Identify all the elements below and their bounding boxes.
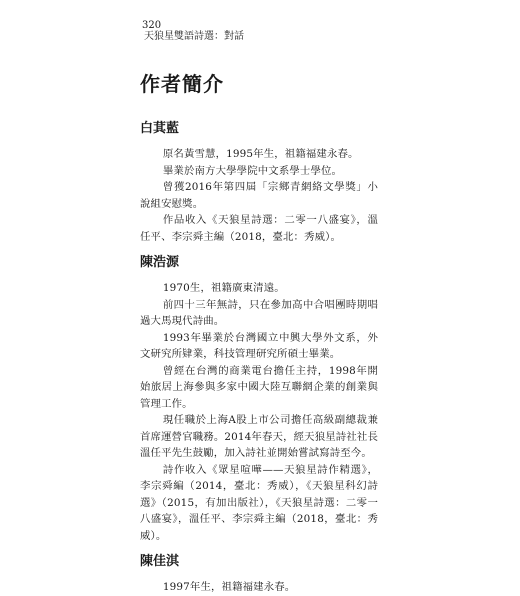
author-entry — [140, 120, 378, 245]
bio-paragraph: 1970生，祖籍廣東清遠。 — [162, 282, 285, 294]
page-number: 320 — [142, 20, 162, 31]
author-entry — [140, 553, 378, 596]
bio-paragraph: 畢業於南方大學學院中文系學士學位。 — [162, 164, 343, 177]
bio-paragraph: 詩作收入《眾星喧嘩——天狼星詩作精選》，李宗舜編（2014，臺北：秀威），《天狼星科幻詩選》（2015，有加出版社），《天狼星詩選：二零一八盛宴》，溫任平、李宗舜主編（2018，臺北：秀威）。 — [140, 463, 378, 542]
bio-paragraph: 作品收入《天狼星詩選：二零一八盛宴》，溫任平、李宗舜主編（2018，臺北：秀威）。 — [140, 214, 378, 243]
bio-paragraph: 1993年畢業於台灣國立中興大學外文系，外文研究所肄業，科技管理研究所碩士畢業。 — [140, 331, 378, 360]
page-title: 作者簡介 — [140, 72, 224, 96]
bio-paragraph: 現任職於上海A股上市公司擔任高級副總裁兼首席運營官職務。2014年春天，經天狼星詩社社長溫任平先生鼓勵，加入詩社並開始嘗試寫詩至今。 — [140, 414, 378, 459]
bio-paragraph: 曾獲2016年第四屆「宗鄉青網絡文學獎」小說組安慰獎。 — [140, 181, 378, 210]
author-entry — [140, 254, 378, 544]
bio-paragraph: 原名黃雪慧，1995年生，祖籍福建永春。 — [162, 148, 359, 160]
author-list — [140, 120, 378, 596]
author-name: 陳浩源 — [140, 255, 180, 270]
bio-paragraph: 曾經在台灣的商業電台擔任主持，1998年開始旅居上海參與多家中國大陸互聯網企業的創業與管理工作。 — [140, 364, 378, 410]
bio-paragraph: 前四十三年無詩，只在參加高中合唱團時期唱過大馬現代詩曲。 — [140, 298, 378, 327]
book-title: 天狼星雙語詩選：對話 — [144, 31, 244, 42]
author-name: 白萁藍 — [140, 121, 180, 136]
author-name: 陳佳淇 — [140, 554, 180, 569]
running-header — [142, 20, 244, 42]
bio-paragraph: 1997年生，祖籍福建永春。 — [162, 581, 296, 593]
